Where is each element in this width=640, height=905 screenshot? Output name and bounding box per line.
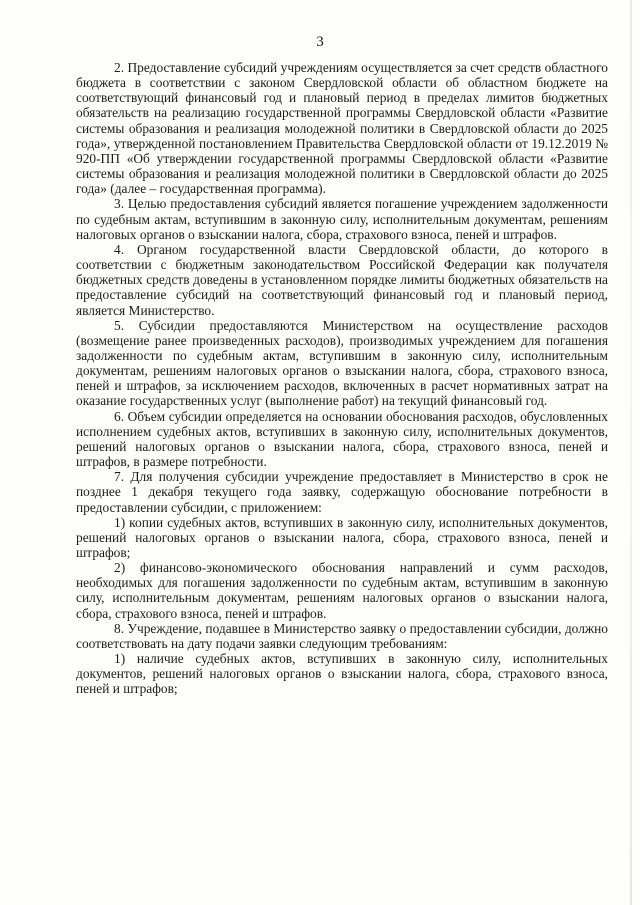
paragraph-5-expenses: 5. Субсидии предоставляются Министерством на осуществление расходов (возмещение ранее произведенных расходов), производимых учреждением для погашения задолженности по судебным актам, вступившим в законную силу, исполнительным документам, решениям налоговых органов о взыскании налога, сбора, страхового взноса, пеней и штрафов, за исключением расходов, включенных в расчет нормативных затрат на оказание государственных услуг (выполнение работ) на текущий финансовый год.: [76, 317, 608, 409]
page-number: 3: [316, 34, 324, 50]
paragraph-7-item-2: 2) финансово-экономического обоснования направлений и сумм расходов, необходимых для погашения задолженности по судебным актам, вступившим в законную силу, исполнительным документам, решениям налоговых органов о взыскании налога, сбора, страхового взноса, пеней и штрафов.: [76, 560, 608, 621]
paragraph-8-requirements: 8. Учреждение, подавшее в Министерство заявку о предоставлении субсидии, должно соответствовать на дату подачи заявки следующим требованиям:: [76, 620, 608, 651]
paragraph-8-item-1: 1) наличие судебных актов, вступивших в законную силу, исполнительных документов, решений налоговых органов о взыскании налога, сбора, страхового взноса, пеней и штрафов;: [76, 651, 608, 697]
document-body: [76, 60, 608, 697]
paragraph-6-amount: 6. Объем субсидии определяется на основании обоснования расходов, обусловленных исполнением судебных актов, вступивших в законную силу, исполнительных документов, решений налоговых органов о взыскании налога, сбора, страхового взноса, пеней и штрафов, в размере потребности.: [76, 408, 608, 470]
paragraph-4-authority: 4. Органом государственной власти Свердловской области, до которого в соответствии с бюджетным законодательством Российской Федерации как получателя бюджетных средств доведены в установленном порядке лимиты бюджетных обязательств на предоставление субсидий на соответствующий финансовый год и плановый период, является Министерство.: [76, 241, 608, 318]
scan-edge-line: [630, 0, 632, 905]
paragraph-2-funding-source: 2. Предоставление субсидий учреждениям осуществляется за счет средств областного бюджета в соответствии с законом Свердловской области об областном бюджете на соответствующий финансовый год и плановый период в пределах лимитов бюджетных обязательств на реализацию государственной программы Свердловской области «Развитие системы образования и реализация молодежной политики в Свердловской области до 2025 года», утвержденной постановлением Правительства Свердловской области от 19.12.2019 № 920-ПП «Об утверждении государственной программы Свердловской области «Развитие системы образования и реализация молодежной политики в Свердловской области до 2025 года» (далее – государственная программа).: [76, 60, 608, 197]
paragraph-7-application: 7. Для получения субсидии учреждение предоставляет в Министерство в срок не позднее 1 декабря текущего года заявку, содержащую обоснование потребности в предоставлении субсидии, с приложением:: [76, 469, 608, 515]
paragraph-7-item-1: 1) копии судебных актов, вступивших в законную силу, исполнительных документов, решений налоговых органов о взыскании налога, сбора, страхового взноса, пеней и штрафов;: [76, 514, 608, 560]
paragraph-3-purpose: 3. Целью предоставления субсидий является погашение учреждением задолженности по судебным актам, вступившим в законную силу, исполнительным документам, решениям налоговых органов о взыскании налога, сбора, страхового взноса, пеней и штрафов.: [76, 196, 608, 242]
